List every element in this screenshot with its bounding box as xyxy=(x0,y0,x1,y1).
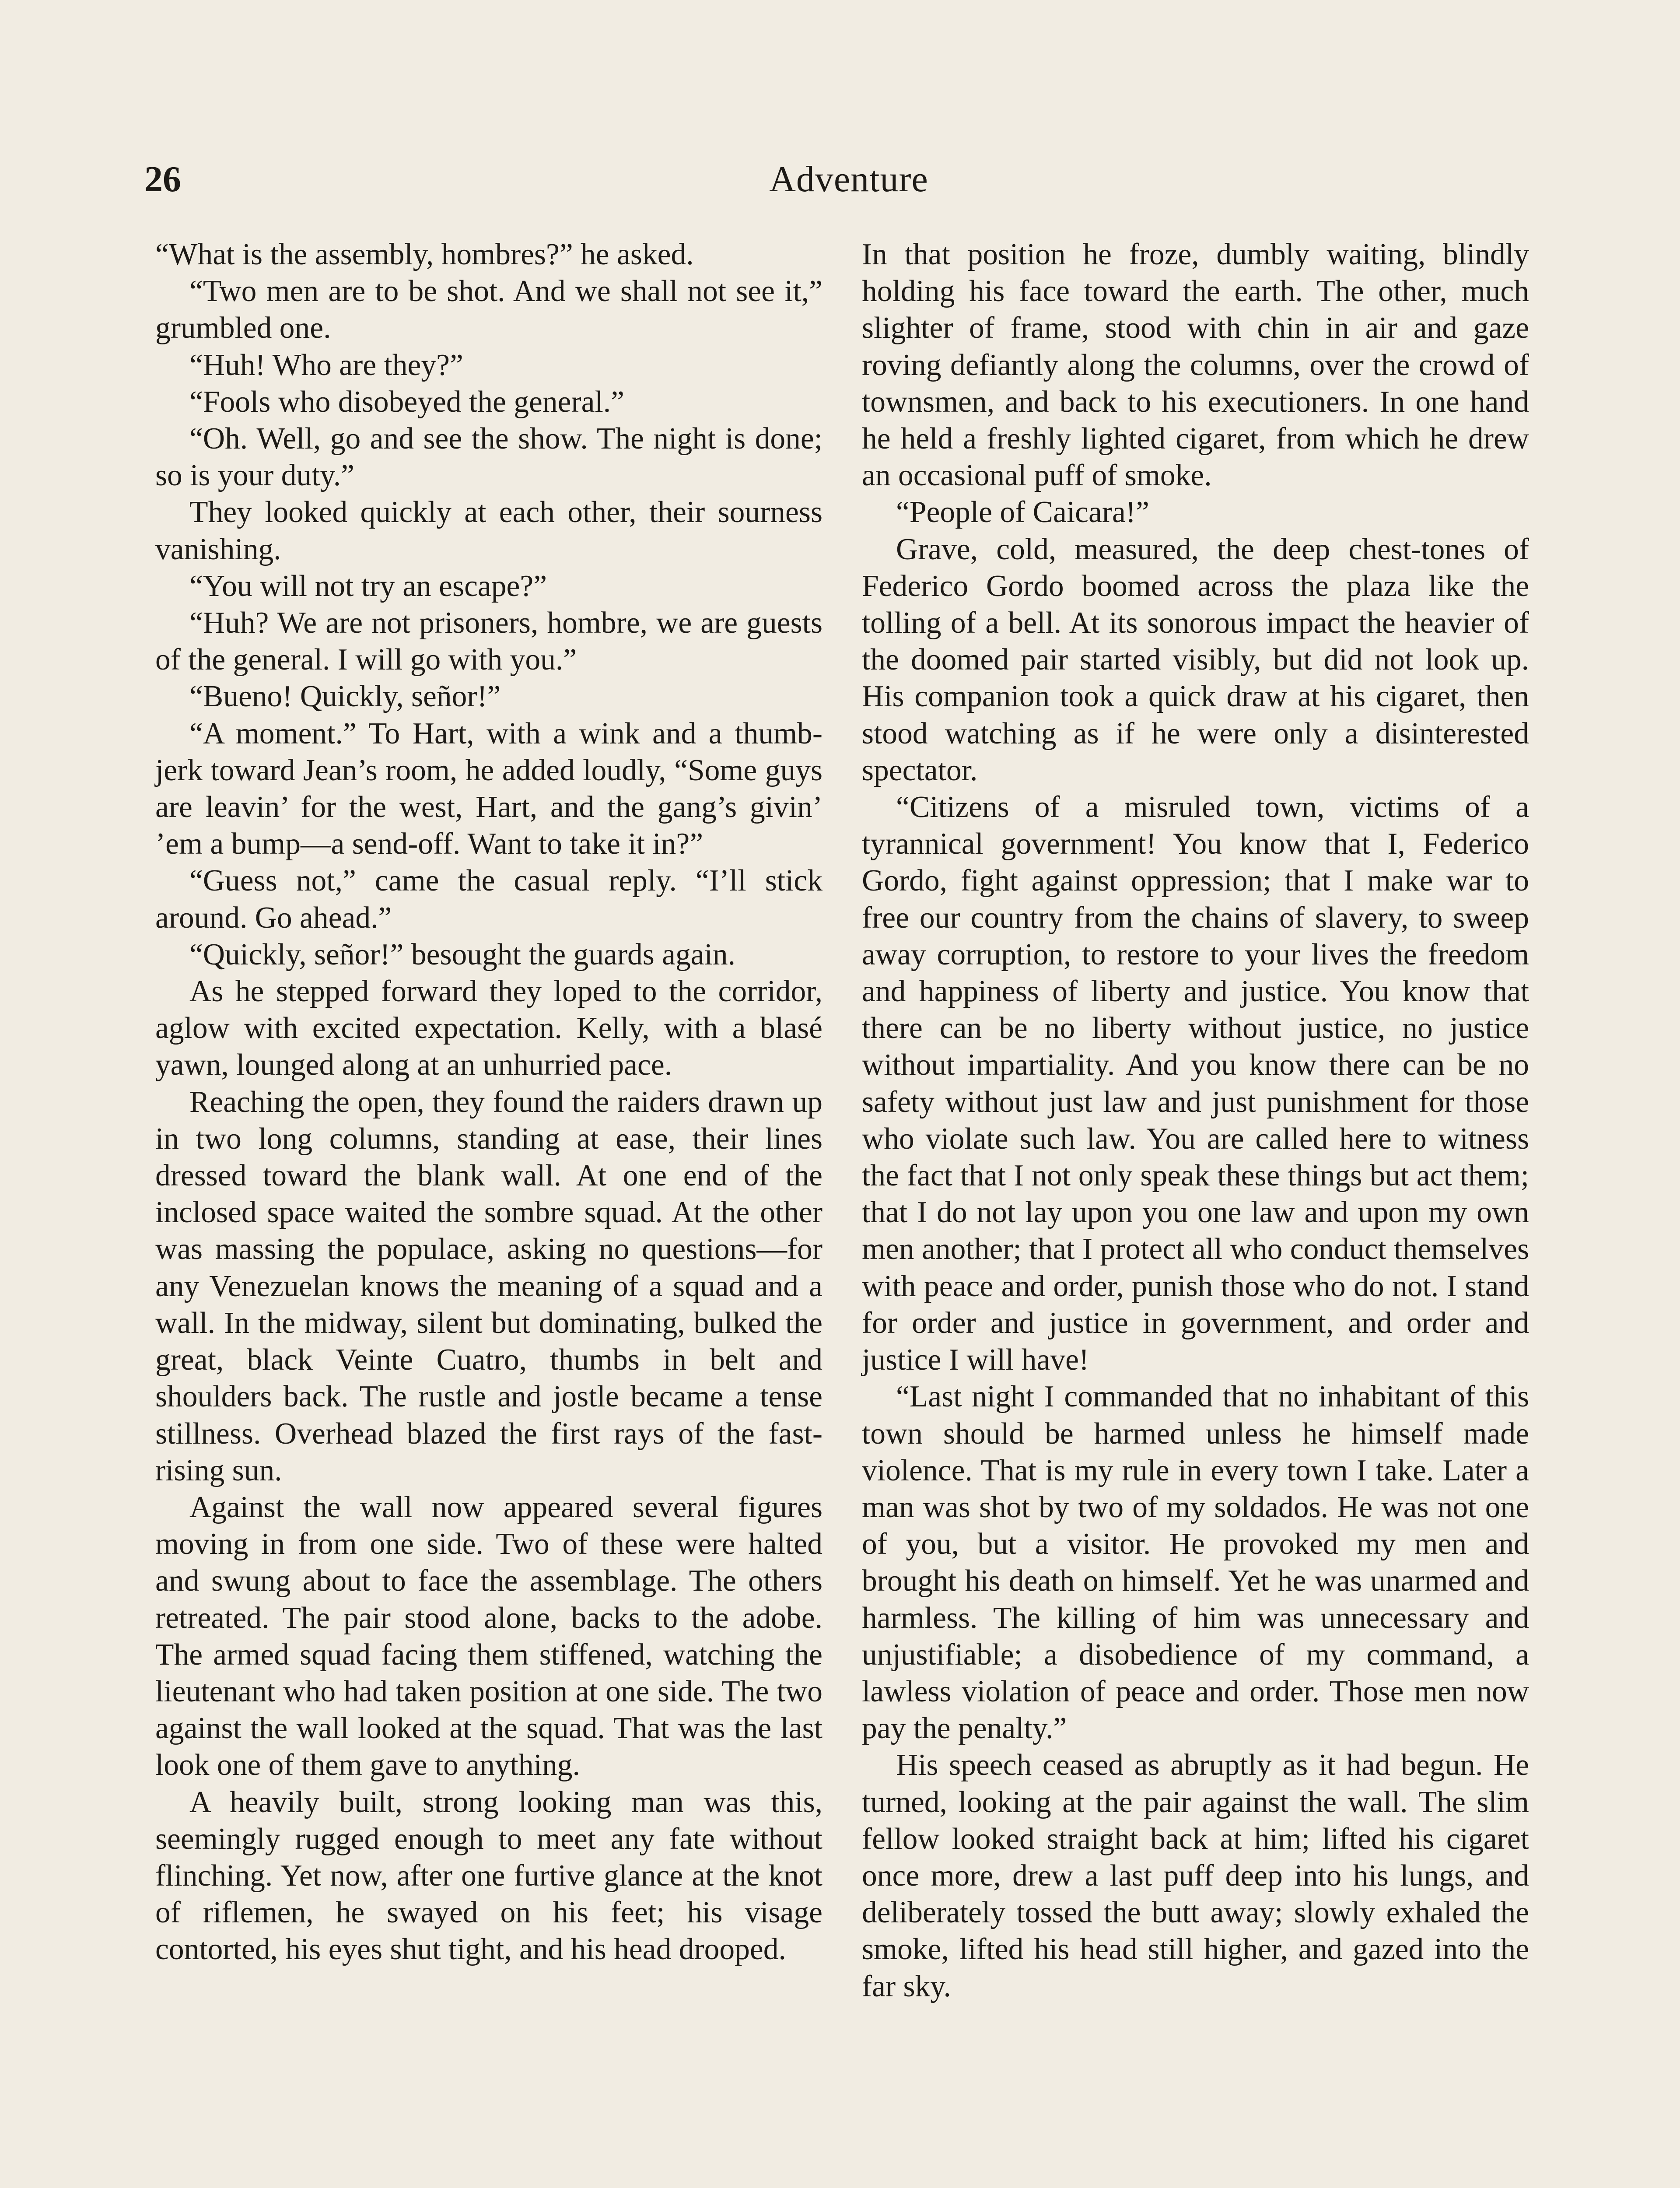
paragraph: “Guess not,” came the casual reply. “I’ll stick around. Go ahead.” xyxy=(155,864,822,935)
paragraph: His speech ceased as abruptly as it had begun. He turned, looking at the pair against the wall. The slim fellow looked straight back at him; lifted his cigaret once more, drew a last puff deep into his lungs, and deliberately tossed the butt away; slowly exhaled the smoke, lifted his head still higher, and gazed into the far sky. xyxy=(862,1748,1529,2003)
paragraph: Against the wall now appeared several figures moving in from one side. Two of these were halted and swung about to face the assemblage. The others retreated. The pair stood alone, backs to the adobe. The armed squad facing them stiffened, watching the lieutenant who had taken position at one side. The two against the wall looked at the squad. That was the last look one of them gave to anything. xyxy=(155,1490,822,1782)
paragraph: “You will not try an escape?” xyxy=(189,569,547,603)
paragraph: “Huh! Who are they?” xyxy=(189,348,463,382)
paragraph: A heavily built, strong looking man was this, seemingly rugged enough to meet any fate without flinching. Yet now, after one furtive glance at the knot of riflemen, he swayed on his feet; his visage contorted, his eyes shut tight, and his head drooped. xyxy=(155,1785,822,1967)
paragraph: “Fools who disobeyed the general.” xyxy=(189,385,624,419)
paragraph: “People of Caicara!” xyxy=(896,495,1149,529)
paragraph: “Two men are to be shot. And we shall not see it,” grumbled one. xyxy=(155,274,822,345)
paragraph: “What is the assembly, hombres?” he asked. xyxy=(155,238,694,271)
paragraph: They looked quickly at each other, their sourness vanishing. xyxy=(155,495,822,566)
running-title: Adventure xyxy=(769,159,928,200)
page-header xyxy=(144,149,1553,210)
paragraph: “A moment.” To Hart, with a wink and a thumb-jerk toward Jean’s room, he added loudly, “Some guys are leavin’ for the west, Hart, and the gang’s givin’ ’em a bump—a send-off. Want to take it in?” xyxy=(155,716,822,861)
paragraph: Reaching the open, they found the raiders drawn up in two long columns, standing at ease, their lines dressed toward the blank wall. At one end of the inclosed space waited the sombre squad. At the other was massing the populace, asking no questions—for any Venezuelan knows the meaning of a squad and a wall. In the midway, silent but dominating, bulked the great, black Veinte Cuatro, thumbs in belt and shoulders back. The rustle and jostle became a tense stillness. Overhead blazed the first rays of the fast-rising sun. xyxy=(155,1085,822,1487)
paragraph: In that position he froze, dumbly waiting, blindly holding his face toward the earth. The other, much slighter of frame, stood with chin in air and gaze roving defiantly along the columns, over the crowd of townsmen, and back to his executioners. In one hand he held a freshly lighted cigaret, from which he drew an occasional puff of smoke. xyxy=(862,238,1529,493)
paragraph: “Quickly, señor!” besought the guards again. xyxy=(189,937,736,971)
left-column xyxy=(155,236,822,1968)
paragraph: As he stepped forward they loped to the corridor, aglow with excited expectation. Kelly, with a blasé yawn, lounged along at an unhurried pace. xyxy=(155,975,822,1082)
paragraph: “Citizens of a misruled town, victims of a tyrannical government! You know that I, Federico Gordo, fight against oppression; that I make war to free our country from the chains of slavery, to sweep away corruption, to restore to your lives the freedom and happiness of liberty and justice. You know that there can be no liberty without justice, no justice without impartiality. And you know there can be no safety without just law and just punishment for those who violate such law. You are called here to witness the fact that I not only speak these things but act them; that I do not lay upon you one law and upon my own men another; that I protect all who conduct themselves with peace and order, punish those who do not. I stand for order and justice in government, and order and justice I will have! xyxy=(862,790,1529,1377)
paragraph: Grave, cold, measured, the deep chest-tones of Federico Gordo boomed across the plaza like the tolling of a bell. At its sonorous impact the heavier of the doomed pair started visibly, but did not look up. His companion took a quick draw at his cigaret, then stood watching as if he were only a disinterested spectator. xyxy=(862,532,1529,787)
paragraph: “Last night I commanded that no inhabitant of this town should be harmed unless he himself made violence. That is my rule in every town I take. Later a man was shot by two of my soldados. He was not one of you, but a visitor. He provoked my men and brought his death on himself. Yet he was unarmed and harmless. The killing of him was unnecessary and unjustifiable; a disobedience of my command, a lawless violation of peace and order. Those men now pay the penalty.” xyxy=(862,1380,1529,1746)
paragraph: “Oh. Well, go and see the show. The night is done; so is your duty.” xyxy=(155,422,822,493)
paragraph: “Bueno! Quickly, señor!” xyxy=(189,680,501,714)
page-number: 26 xyxy=(144,159,181,200)
paragraph: “Huh? We are not prisoners, hombre, we are guests of the general. I will go with you.” xyxy=(155,606,822,677)
right-column xyxy=(862,236,1529,2005)
